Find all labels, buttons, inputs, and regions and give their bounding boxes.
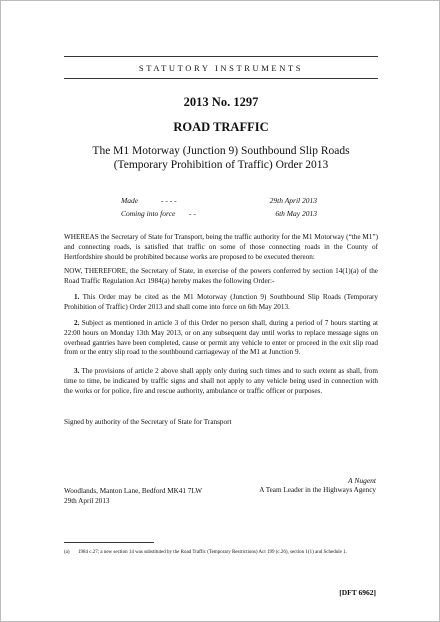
signatory-name: A Nugent [348,476,376,485]
signing-address-block [64,486,202,506]
footnote-text: 1984 c.27; a new section 14 was substituted by the Road Traffic (Temporary Restrictions) Act 199 (c.26), section 1(1) and Schedule 1. [78,550,347,555]
article-1 [64,293,378,313]
made-label: Made [121,196,139,205]
footnote [64,549,378,556]
footnote-rule [64,542,154,543]
header-top-rule [64,56,378,57]
made-date: 29th April 2013 [269,196,317,205]
order-title-line-2: (Temporary Prohibition of Traffic) Order 2013 [113,159,329,171]
order-title-line-1: The M1 Motorway (Junction 9) Southbound Slip Roads [92,145,350,157]
article-2-number: 2. [74,319,80,327]
made-dashes: - - - - [161,196,177,205]
series-header: STATUTORY INSTRUMENTS [138,63,304,73]
signed-statement: Signed by authority of the Secretary of State for Transport [64,418,232,426]
force-dashes: - - [189,209,196,218]
header-bottom-rule [64,78,378,79]
now-therefore-paragraph: NOW, THEREFORE, the Secretary of State, in exercise of the powers conferred by section 14(1)(a) of the Road Traffic Regulation Act 1984(a) hereby makes the following Order:- [64,267,378,285]
order-title [41,144,401,172]
subject-heading: ROAD TRAFFIC [173,120,269,134]
whereas-paragraph: WHEREAS the Secretary of State for Transport, being the traffic authority for the M1 Motorway (“the M1”) and connecting roads, is satisfied that traffic on some of those connecting roads in the County of Hertfordshire should be prohibited because works are proposed to be executed thereon: [64,233,378,261]
document-reference: [DFT 6962] [339,588,376,597]
article-3-number: 3. [74,367,80,375]
signatory-role: A Team Leader in the Highways Agency [259,486,376,494]
article-2 [64,319,378,358]
article-1-text: This Order may be cited as the M1 Motorway (Junction 9) Southbound Slip Roads (Temporary Prohibition of Traffic) Order 2013 and shall come into force on 6th May 2013. [64,293,379,311]
signing-date: 29th April 2013 [64,497,110,505]
article-1-number: 1. [74,293,80,301]
instrument-number: 2013 No. 1297 [183,95,259,109]
article-2-text: Subject as mentioned in article 3 of this Order no person shall, during a period of 7 hours starting at 22:00 hours on Monday 13th May 2013, or on any subsequent day until works to replace message signs on overhead gantries have been completed, cause or permit any vehicle to enter or proceed in the exit slip road from or the entry slip road to the southbound carriageway of the M1 at Junction 9. [64,319,379,357]
signing-address: Woodlands, Manton Lane, Bedford MK41 7LW [64,487,203,495]
force-date: 6th May 2013 [275,209,317,218]
footnote-mark: (a) [64,550,70,555]
force-label: Coming into force [121,209,176,218]
article-3 [64,367,378,396]
article-3-text: The provisions of article 2 above shall apply only during such times and to such extent as shall, from time to time, be indicated by traffic signs and shall not apply to any vehicle being used in connection with the works or for police, fire and rescue authority, ambulance or traffic officer or purposes. [64,367,378,395]
